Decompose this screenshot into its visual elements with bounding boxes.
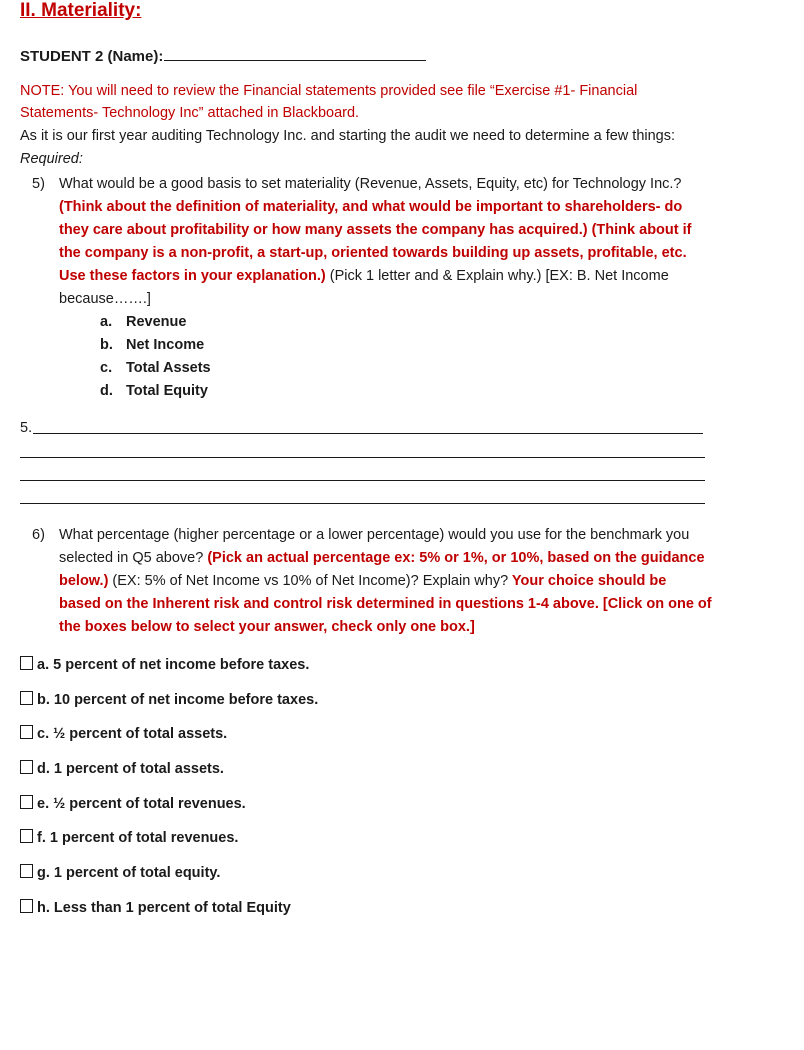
choice-label: a. 5 percent of net income before taxes. <box>37 657 310 673</box>
choice-label: b. 10 percent of net income before taxes. <box>37 692 319 708</box>
question-6-guidance-1: (Pick an actual percentage ex: 5% or 1%, or 10%, based on the guidance below.) <box>59 550 705 589</box>
question-5-guidance: (Think about the definition of materiality, and what would be important to shareholders- do they care about profitability or how many assets the company has acquired.) (Think about if the company is a non-profit, a start-up, oriented towards building up assets, profitable, etc. Use these factors in your explanation.) <box>59 199 692 284</box>
question-5 <box>32 173 712 311</box>
choice-c[interactable] <box>20 725 227 742</box>
question-5-number: 5) <box>32 176 45 192</box>
question-6-text <box>59 524 712 639</box>
checkbox[interactable] <box>20 864 33 878</box>
choice-a[interactable] <box>20 656 309 673</box>
choice-h[interactable] <box>20 899 291 916</box>
choice-d[interactable] <box>20 760 224 777</box>
answer-5-line-3[interactable] <box>20 480 705 481</box>
checkbox[interactable] <box>20 656 33 670</box>
question-5-text <box>59 173 712 311</box>
section-title: II. Materiality: <box>20 0 142 21</box>
required-label: Required: <box>20 151 83 167</box>
option-letter: b. <box>100 337 113 353</box>
checkbox[interactable] <box>20 760 33 774</box>
choice-b[interactable] <box>20 691 318 708</box>
question-6-plain-1: What percentage (higher percentage or a lower percentage) would you use for the benchmark you selected in Q5 above? <box>59 527 690 566</box>
student-name-blank[interactable] <box>164 46 426 61</box>
question-6-number: 6) <box>32 527 45 543</box>
option-label: Total Equity <box>126 383 208 399</box>
question-5-instruction: (Pick 1 letter and & Explain why.) [EX: B. Net Income because…….] <box>59 268 669 307</box>
answer-5-line-2[interactable] <box>20 457 705 458</box>
student-name-line <box>20 46 426 65</box>
question-6-plain-2: (EX: 5% of Net Income vs 10% of Net Income)? Explain why? <box>108 573 509 589</box>
student-name-label: STUDENT 2 (Name): <box>20 48 164 65</box>
option-label: Net Income <box>126 337 205 353</box>
choice-label: d. 1 percent of total assets. <box>37 761 224 777</box>
question-6-guidance-2: Your choice should be based on the Inherent risk and control risk determined in questions 1-4 above. [Click on one of the boxes below to select your answer, check only one box.] <box>59 573 712 635</box>
choice-e[interactable] <box>20 795 246 812</box>
choice-label: f. 1 percent of total revenues. <box>37 830 239 846</box>
note-line-1: NOTE: You will need to review the Financial statements provided see file “Exercise #1- Financial <box>20 83 638 99</box>
question-5-options <box>100 311 211 403</box>
option-label: Total Assets <box>126 360 211 376</box>
option-revenue <box>100 311 211 334</box>
choice-label: c. ½ percent of total assets. <box>37 726 228 742</box>
checkbox[interactable] <box>20 725 33 739</box>
question-6 <box>32 524 712 639</box>
note <box>20 80 800 124</box>
question-5-plain: What would be a good basis to set materiality (Revenue, Assets, Equity, etc) for Technology Inc.? <box>59 176 682 192</box>
option-label: Revenue <box>126 314 187 330</box>
option-letter: a. <box>100 314 113 330</box>
answer-5-label: 5. <box>20 420 33 436</box>
answer-5-line-1[interactable] <box>33 433 703 434</box>
option-letter: d. <box>100 383 113 399</box>
choice-label: e. ½ percent of total revenues. <box>37 796 246 812</box>
checkbox[interactable] <box>20 899 33 913</box>
checkbox[interactable] <box>20 795 33 809</box>
choice-f[interactable] <box>20 829 238 846</box>
choice-g[interactable] <box>20 864 220 881</box>
note-line-2: Statements- Technology Inc” attached in Blackboard. <box>20 105 360 121</box>
choice-label: g. 1 percent of total equity. <box>37 865 221 881</box>
intro-text: As it is our first year auditing Technology Inc. and starting the audit we need to determine a few things: <box>20 128 676 144</box>
option-net-income <box>100 334 211 357</box>
option-total-equity <box>100 380 211 403</box>
choice-label: h. Less than 1 percent of total Equity <box>37 900 291 916</box>
option-letter: c. <box>100 360 113 376</box>
answer-5-line-4[interactable] <box>20 503 705 504</box>
checkbox[interactable] <box>20 691 33 705</box>
option-total-assets <box>100 357 211 380</box>
checkbox[interactable] <box>20 829 33 843</box>
